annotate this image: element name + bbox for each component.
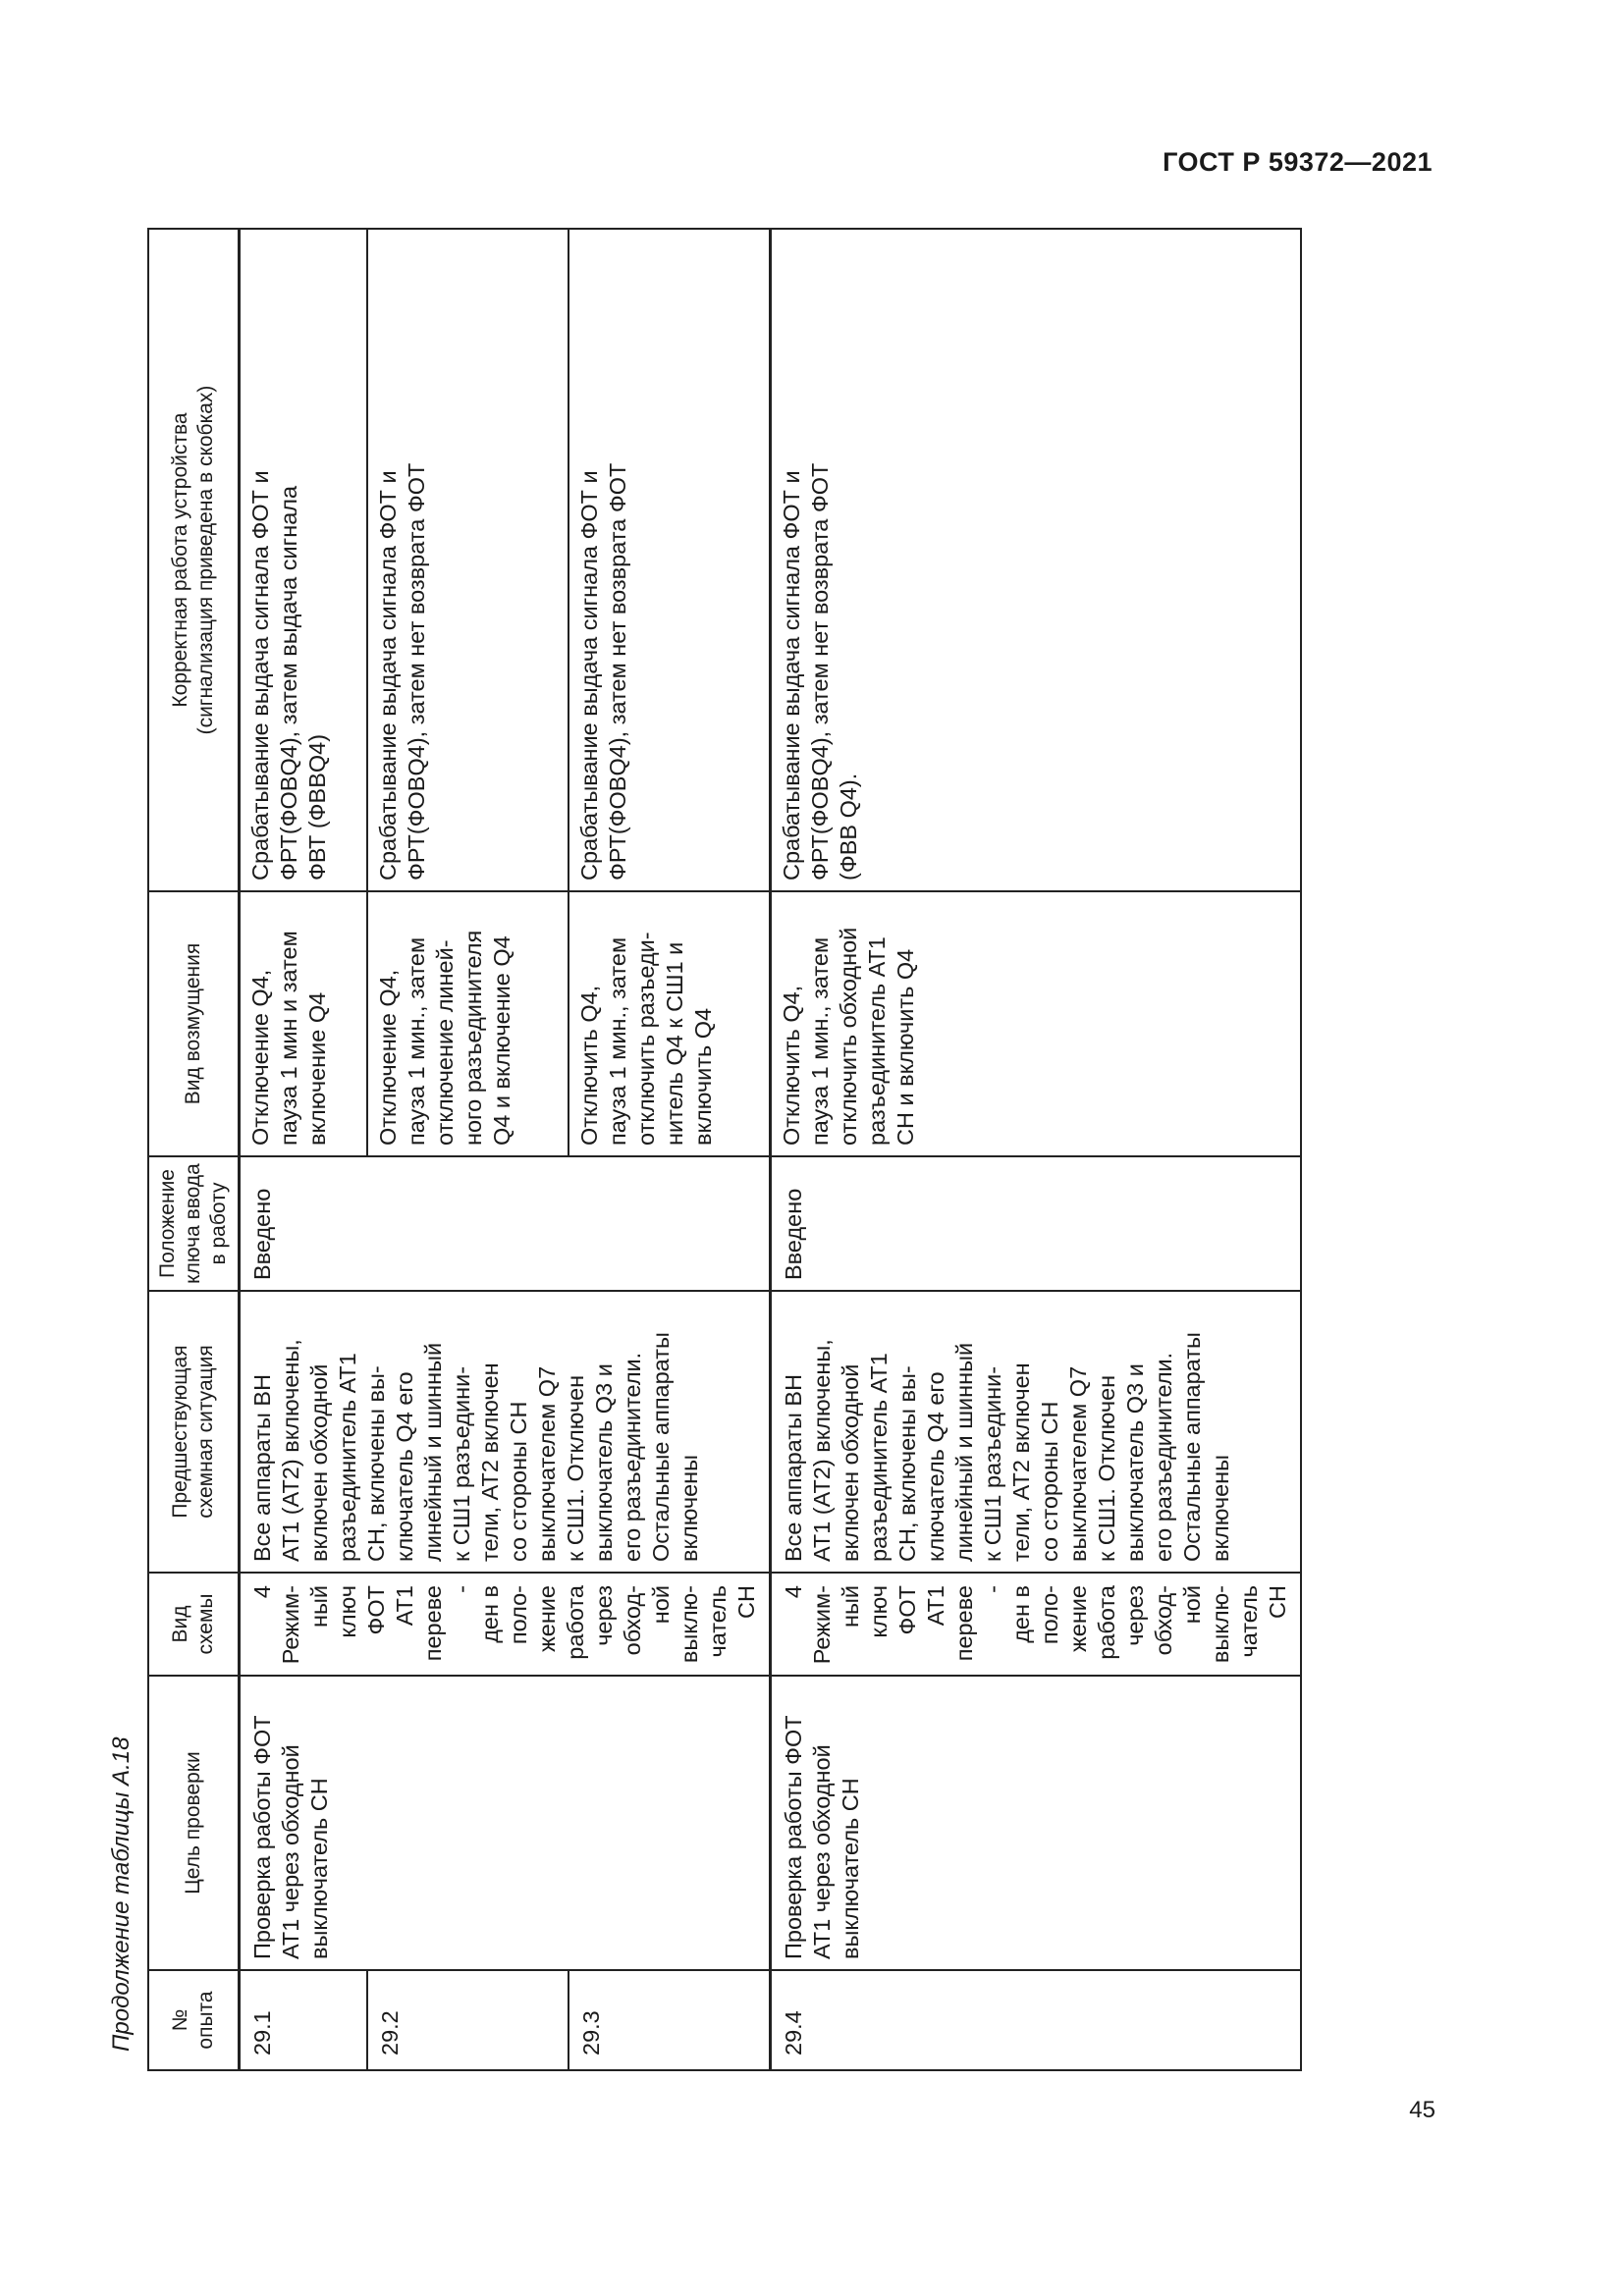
col-header-situation: Предшествующая схемная ситуация — [148, 1291, 240, 1573]
cell-disturbance: Отключить Q4, пауза 1 мин., затем отключить разъеди- нитель Q4 к СШ1 и включить Q4 — [568, 891, 770, 1156]
cell-goal: Проверка работы ФОТ АТ1 через обходной выключатель СН — [240, 1676, 771, 1970]
cell-disturbance: Отключить Q4, пауза 1 мин., затем отключить обходной разъединитель АТ1 СН и включить Q4 — [771, 891, 1302, 1156]
cell-result: Срабатывание выдача сигнала ФОТ и ФРТ(ФОВQ4), затем нет возврата ФОТ (ФВВ Q4). — [771, 229, 1302, 891]
rotated-table-area — [98, 10, 1306, 2071]
page-number: 45 — [1409, 2097, 1435, 2123]
cell-key: Введено — [240, 1156, 771, 1291]
cell-goal: Проверка работы ФОТ АТ1 через обходной выключатель СН — [771, 1676, 1302, 1970]
cell-situation: Все аппараты ВН АТ1 (АТ2) включены, включен обходной разъединитель АТ1 СН, включены вы- ключатель Q4 его линейный и шинный к СШ1 разъедини- тели, АТ2 включен со стороны СН выключателем Q7 к СШ1. Отключен выключатель Q3 и его разъединители. Остальные аппараты включены — [771, 1291, 1302, 1573]
col-header-disturbance: Вид возмущения — [148, 891, 240, 1156]
cell-result: Срабатывание выдача сигнала ФОТ и ФРТ(ФОВQ4), затем выдача сигнала ФВТ (ФВВQ4) — [240, 229, 368, 891]
table-row — [240, 229, 368, 2070]
cell-scheme: 4 Режим- ный ключ ФОТ АТ1 переве- ден в поло- жение работа через обход- ной выклю- чатель СН — [771, 1573, 1302, 1676]
test-table — [147, 228, 1302, 2071]
col-header-num: № опыта — [148, 1970, 240, 2070]
col-header-result: Корректная работа устройства (сигнализация приведена в скобках) — [148, 229, 240, 891]
table-header-row — [148, 229, 240, 2070]
cell-scheme: 4 Режим- ный ключ ФОТ АТ1 переве- ден в поло- жение работа через обход- ной выклю- чатель СН — [240, 1573, 771, 1676]
cell-num: 29.3 — [568, 1970, 770, 2070]
table-row — [771, 229, 1302, 2070]
cell-num: 29.1 — [240, 1970, 368, 2070]
cell-num: 29.2 — [367, 1970, 568, 2070]
cell-result: Срабатывание выдача сигнала ФОТ и ФРТ(ФОВQ4), затем нет возврата ФОТ — [367, 229, 568, 891]
table-caption: Продолжение таблицы А.18 — [108, 1736, 135, 2052]
cell-result: Срабатывание выдача сигнала ФОТ и ФРТ(ФОВQ4), затем нет возврата ФОТ — [568, 229, 770, 891]
cell-disturbance: Отключение Q4, пауза 1 мин., затем отключение линей- ного разъединителя Q4 и включение Q4 — [367, 891, 568, 1156]
col-header-goal: Цель проверки — [148, 1676, 240, 1970]
col-header-scheme: Вид схемы — [148, 1573, 240, 1676]
col-header-key: Положение ключа ввода в работу — [148, 1156, 240, 1291]
cell-num: 29.4 — [771, 1970, 1302, 2070]
document-code: ГОСТ Р 59372—2021 — [1163, 147, 1433, 177]
cell-key: Введено — [771, 1156, 1302, 1291]
cell-situation: Все аппараты ВН АТ1 (АТ2) включены, включен обходной разъединитель АТ1 СН, включены вы- ключатель Q4 его линейный и шинный к СШ1 разъедини- тели, АТ2 включен со стороны СН выключателем Q7 к СШ1. Отключен выключатель Q3 и его разъединители. Остальные аппараты включены — [240, 1291, 771, 1573]
cell-disturbance: Отключение Q4, пауза 1 мин и затем включение Q4 — [240, 891, 368, 1156]
